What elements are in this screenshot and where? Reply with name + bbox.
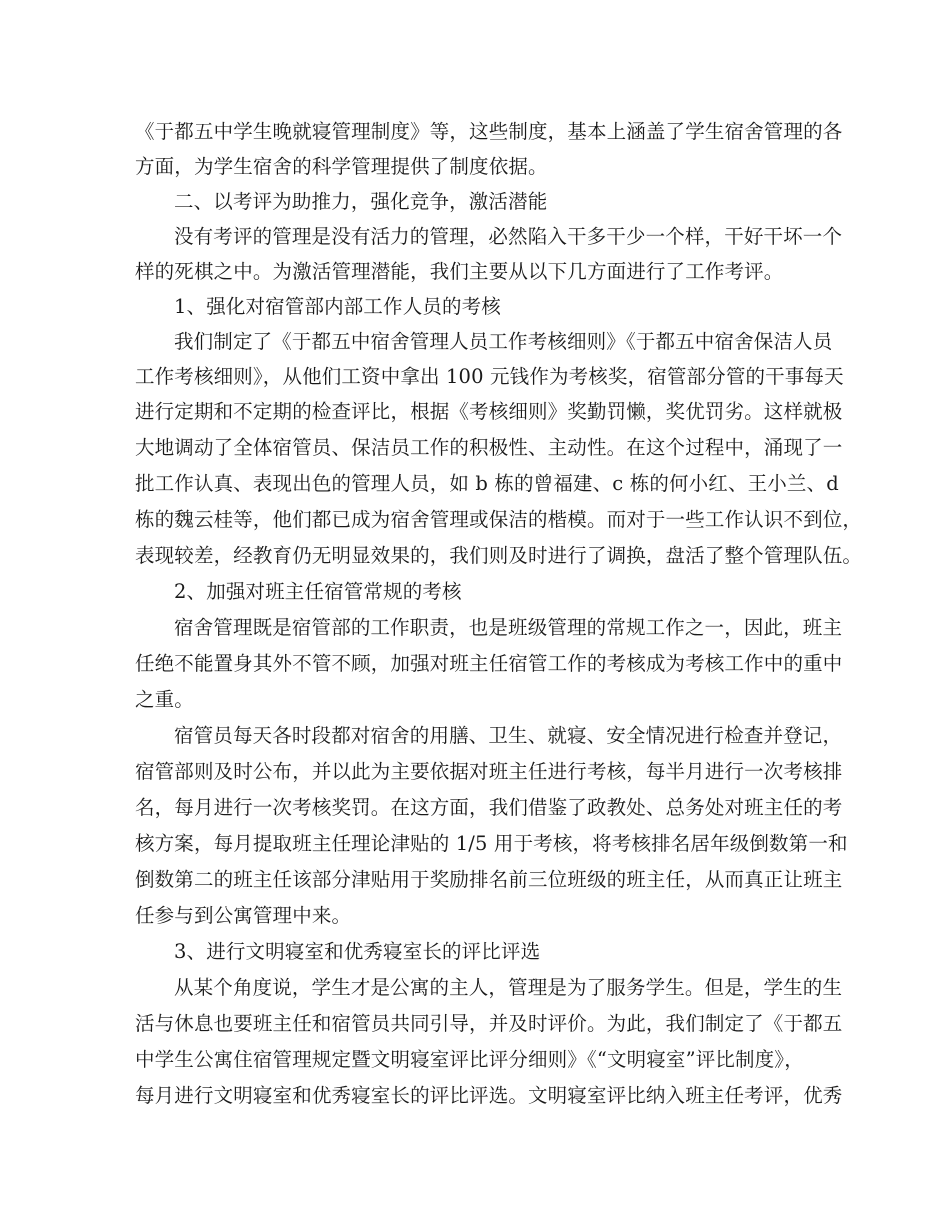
text-line: 栋的魏云桂等，他们都已成为宿舍管理或保洁的楷模。而对于一些工作认识不到位， — [135, 508, 863, 531]
text-line: 核方案，每月提取班主任理论津贴的 1/5 用于考核，将考核排名居年级倒数第一和 — [135, 832, 848, 855]
text-line: 工作考核细则》，从他们工资中拿出 100 元钱作为考核奖，宿管部分管的干事每天 — [135, 365, 844, 388]
text-line: 大地调动了全体宿管员、保洁员工作的积极性、主动性。在这个过程中，涌现了一 — [135, 436, 843, 459]
paragraph-start-line: 从某个角度说，学生才是公寓的主人，管理是为了服务学生。但是，学生的生 — [174, 976, 843, 999]
subsection-heading: 3、进行文明寝室和优秀寝室长的评比评选 — [174, 940, 541, 963]
text-line: 任绝不能置身其外不管不顾，加强对班主任宿管工作的考核成为考核工作中的重中 — [135, 652, 843, 675]
paragraph-start-line: 宿舍管理既是宿管部的工作职责，也是班级管理的常规工作之一，因此，班主 — [174, 616, 843, 639]
paragraph-start-line: 没有考评的管理是没有活力的管理，必然陷入干多干少一个样，干好干坏一个 — [174, 225, 843, 248]
text-line: 每月进行文明寝室和优秀寝室长的评比评选。文明寝室评比纳入班主任考评，优秀 — [135, 1084, 843, 1107]
text-line: 样的死棋之中。为激活管理潜能，我们主要从以下几方面进行了工作考评。 — [135, 260, 784, 283]
text-line: 方面，为学生宿舍的科学管理提供了制度依据。 — [135, 155, 548, 178]
subsection-heading: 1、强化对宿管部内部工作人员的考核 — [174, 295, 501, 318]
text-line: 中学生公寓住宿管理规定暨文明寝室评比评分细则》《“文明寝室”评比制度》， — [135, 1048, 804, 1071]
text-line: 任参与到公寓管理中来。 — [135, 904, 352, 927]
text-line: 《于都五中学生晚就寝管理制度》等，这些制度，基本上涵盖了学生宿舍管理的各 — [135, 120, 843, 143]
text-line: 活与休息也要班主任和宿管员共同引导，并及时评价。为此，我们制定了《于都五 — [135, 1012, 843, 1035]
text-line: 宿管部则及时公布，并以此为主要依据对班主任进行考核，每半月进行一次考核排 — [135, 760, 843, 783]
text-line: 名，每月进行一次考核奖罚。在这方面，我们借鉴了政教处、总务处对班主任的考 — [135, 796, 843, 819]
subsection-heading: 2、加强对班主任宿管常规的考核 — [174, 580, 462, 603]
paragraph-start-line: 我们制定了《于都五中宿舍管理人员工作考核细则》《于都五中宿舍保洁人员 — [174, 330, 833, 353]
text-line: 表现较差，经教育仍无明显效果的，我们则及时进行了调换，盘活了整个管理队伍。 — [135, 544, 863, 567]
text-line: 进行定期和不定期的检查评比，根据《考核细则》奖勤罚懒，奖优罚劣。这样就极 — [135, 400, 843, 423]
text-line: 批工作认真、表现出色的管理人员，如 b 栋的曾福建、c 栋的何小红、王小兰、d — [135, 472, 839, 495]
paragraph-start-line: 宿管员每天各时段都对宿舍的用膳、卫生、就寝、安全情况进行检查并登记， — [174, 724, 843, 747]
text-line: 倒数第二的班主任该部分津贴用于奖励排名前三位班级的班主任，从而真正让班主 — [135, 868, 843, 891]
text-line: 之重。 — [135, 688, 194, 711]
section-heading: 二、以考评为助推力，强化竞争，激活潜能 — [174, 190, 548, 213]
